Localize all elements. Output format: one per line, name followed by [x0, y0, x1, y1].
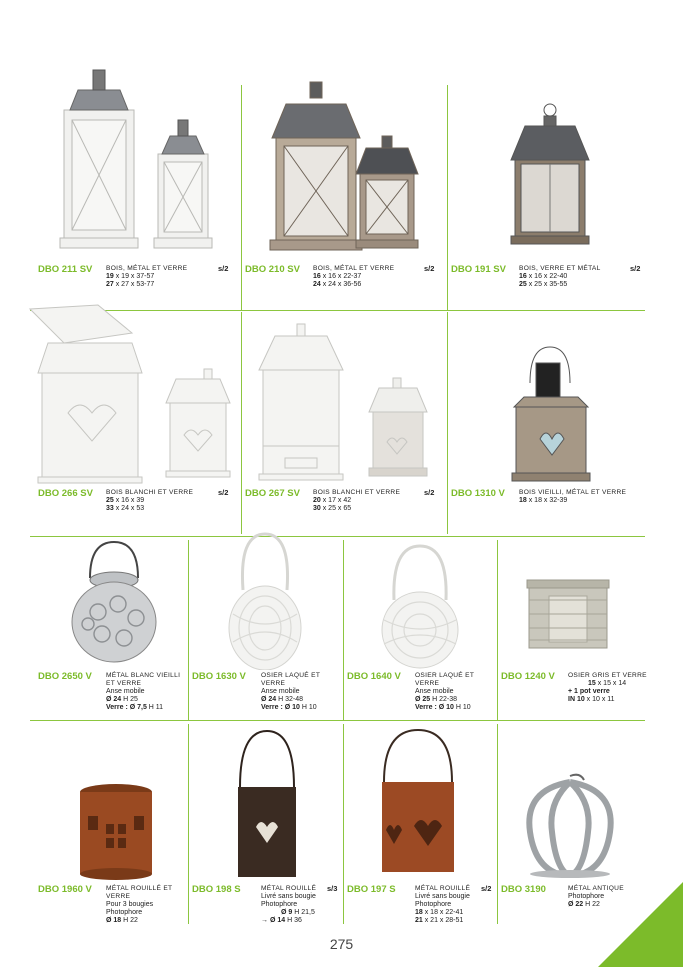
detail-line: Livré sans bougie: [415, 893, 470, 900]
product-description: [568, 672, 648, 704]
dimension-line: 16 x 16 x 22-37: [313, 273, 362, 280]
divider: [343, 540, 344, 720]
product-title: BOIS BLANCHI ET VERRE: [313, 489, 401, 496]
lantern-pair-white-image: [50, 62, 230, 254]
divider: [447, 85, 448, 310]
detail-line: Photophore: [568, 893, 605, 900]
photophore-rusty-image: [76, 782, 156, 882]
detail-line: Photophore: [261, 901, 298, 908]
product-code: DBO 2650 V: [38, 671, 92, 682]
lantern-metal-white-image: [68, 538, 158, 666]
detail-line: Verre : Ø 10 H 10: [415, 704, 471, 711]
photophore-antique-metal-image: [522, 770, 618, 878]
product-title: OSIER GRIS ET VERRE: [568, 672, 647, 679]
product-code: DBO 197 S: [347, 884, 396, 895]
lantern-rusty-heart-image: [378, 726, 458, 878]
page-number: 275: [329, 936, 354, 952]
product-description: [106, 672, 184, 712]
dimension-line: 18 x 18 x 22-41: [415, 909, 464, 916]
detail-line: + 1 pot verre: [568, 688, 610, 695]
dimension-line: 30 x 25 x 65: [313, 505, 352, 512]
detail-line: Ø 24 H 32-48: [261, 696, 304, 703]
set-size: s/3: [327, 884, 338, 893]
lantern-wicker-white-image: [225, 530, 305, 670]
dimension-line: 21 x 21 x 28-51: [415, 917, 464, 924]
detail-line: Verre : Ø 7,5 H 11: [106, 704, 164, 711]
product-code: DBO 210 SV: [245, 264, 300, 275]
product-title: BOIS VIEILLI, MÉTAL ET VERRE: [519, 489, 627, 496]
product-code: DBO 1960 V: [38, 884, 92, 895]
lantern-pair-whitewashed-tall-image: [255, 322, 435, 484]
set-size: s/2: [218, 264, 229, 273]
detail-line: Verre : Ø 10 H 10: [261, 704, 317, 711]
product-title: MÉTAL BLANC VIEILLI ET VERRE: [106, 672, 181, 687]
product-description: [313, 489, 433, 513]
divider: [30, 536, 645, 537]
product-title: MÉTAL ANTIQUE: [568, 885, 624, 892]
product-code: DBO 1640 V: [347, 671, 401, 682]
lantern-wicker-white-round-image: [380, 540, 460, 670]
lantern-wood-heart-image: [508, 343, 594, 483]
detail-line: Anse mobile: [106, 688, 145, 695]
set-size: s/2: [630, 264, 641, 273]
product-code: DBO 1240 V: [501, 671, 555, 682]
set-size: s/2: [218, 488, 229, 497]
set-size: s/2: [424, 488, 435, 497]
dimension-line: 25 x 25 x 35-55: [519, 281, 568, 288]
product-code: DBO 1630 V: [192, 671, 246, 682]
product-description: [106, 885, 186, 925]
product-title: MÉTAL ROUILLÉ ET VERRE: [106, 885, 173, 900]
lantern-single-wood-image: [505, 100, 595, 250]
dimension-line: IN 10 x 10 x 11: [568, 696, 615, 703]
product-code: DBO 3190: [501, 884, 546, 895]
product-code: DBO 266 SV: [38, 488, 93, 499]
product-title: MÉTAL ROUILLÉ: [415, 885, 471, 892]
product-title: BOIS, MÉTAL ET VERRE: [106, 265, 188, 272]
divider: [447, 312, 448, 534]
detail-line: Photophore: [106, 909, 143, 916]
divider: [497, 724, 498, 924]
dimension-line: 20 x 17 x 42: [313, 497, 352, 504]
product-code: DBO 198 S: [192, 884, 241, 895]
set-size: s/2: [481, 884, 492, 893]
dimension-line: 16 x 16 x 22-40: [519, 273, 568, 280]
product-code: DBO 191 SV: [451, 264, 506, 275]
lantern-rusty-heart-dark-image: [232, 727, 302, 882]
corner-decoration: [598, 882, 683, 967]
product-code: DBO 211 SV: [38, 264, 93, 275]
divider: [188, 540, 189, 720]
detail-line: Anse mobile: [261, 688, 300, 695]
dimension-line: Ø 9 H 21,5: [281, 909, 315, 916]
divider: [188, 724, 189, 924]
product-description: [519, 489, 647, 505]
product-description: [261, 672, 341, 712]
product-description: [106, 489, 232, 513]
lantern-wicker-grey-image: [525, 578, 611, 652]
dimension-line: 33 x 24 x 53: [106, 505, 145, 512]
dimension-line: 27 x 27 x 53-77: [106, 281, 155, 288]
dimension-line: 15 x 15 x 14: [588, 680, 627, 687]
dimension-line: 24 x 24 x 36-56: [313, 281, 362, 288]
divider: [241, 85, 242, 310]
product-title: MÉTAL ROUILLÉ: [261, 885, 317, 892]
set-size: s/2: [424, 264, 435, 273]
lantern-pair-whitewashed-image: [28, 303, 238, 485]
product-description: [313, 265, 433, 289]
product-code: DBO 1310 V: [451, 488, 505, 499]
product-description: [519, 265, 639, 289]
divider: [343, 724, 344, 924]
detail-line: Ø 24 H 25: [106, 696, 138, 703]
product-title: OSIER LAQUÉ ET VERRE: [415, 672, 475, 687]
detail-line: Ø 25 H 22-38: [415, 696, 458, 703]
detail-line: Pour 3 bougies: [106, 901, 154, 908]
dimension-line: → Ø 14 H 36: [261, 917, 302, 924]
detail-line: Photophore: [415, 901, 452, 908]
product-description: [106, 265, 232, 289]
dimension-line: 25 x 16 x 39: [106, 497, 145, 504]
product-title: OSIER LAQUÉ ET VERRE: [261, 672, 321, 687]
product-title: BOIS BLANCHI ET VERRE: [106, 489, 194, 496]
lantern-pair-wood-image: [262, 80, 430, 255]
detail-line: Livré sans bougie: [261, 893, 316, 900]
detail-line: Ø 18 H 22: [106, 917, 138, 924]
product-code: DBO 267 SV: [245, 488, 300, 499]
divider: [497, 540, 498, 720]
dimension-line: Ø 22 H 22: [568, 901, 600, 908]
divider: [30, 720, 645, 721]
product-title: BOIS, MÉTAL ET VERRE: [313, 265, 395, 272]
product-description: [415, 672, 495, 712]
product-title: BOIS, VERRE ET MÉTAL: [519, 265, 601, 272]
dimension-line: 18 x 18 x 32-39: [519, 497, 568, 504]
detail-line: Anse mobile: [415, 688, 454, 695]
divider: [241, 312, 242, 534]
dimension-line: 19 x 19 x 37-57: [106, 273, 155, 280]
